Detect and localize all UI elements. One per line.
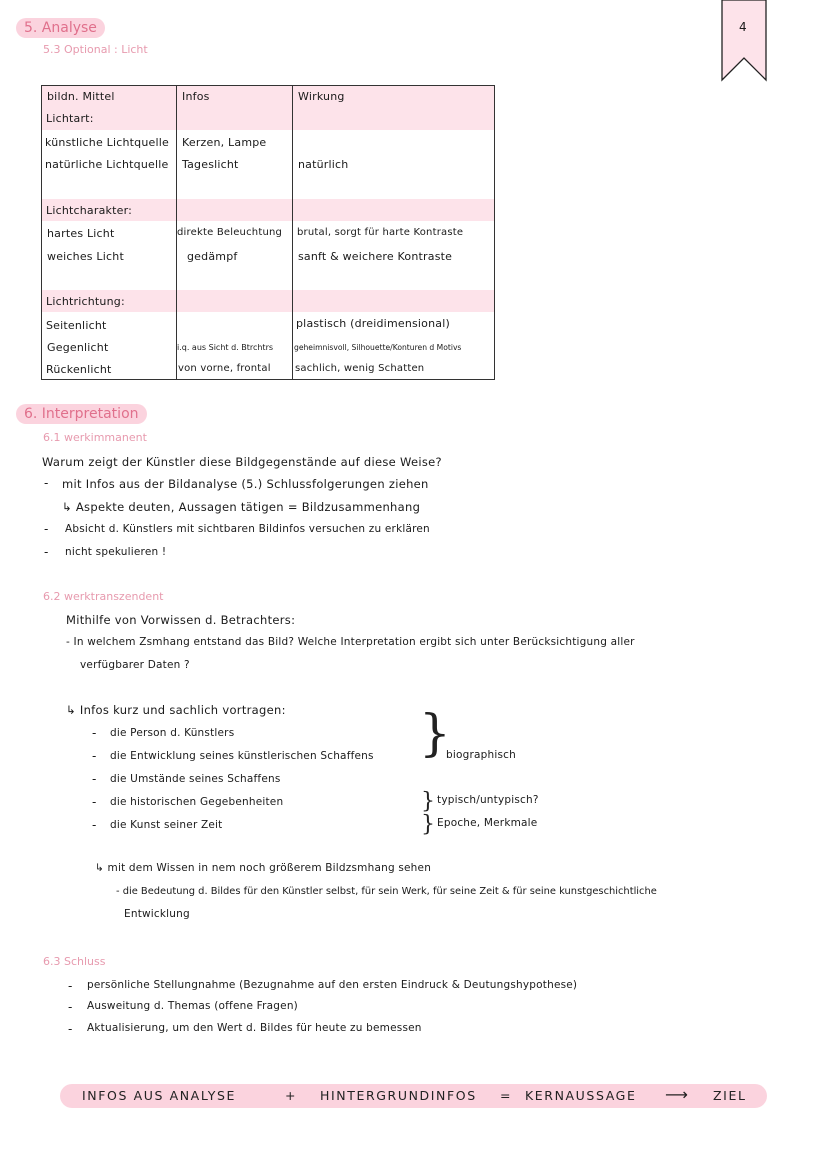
- note-typisch: typisch/untypisch?: [437, 794, 539, 806]
- intro-text: Mithilfe von Vorwissen d. Betrachters:: [66, 613, 296, 627]
- list-item-arrow: ↳ mit dem Wissen in nem noch größerem Bildzsmhang sehen: [95, 862, 432, 874]
- question-line: - In welchem Zsmhang entstand das Bild? Welche Interpretation ergibt sich unter Berücksichtigung aller: [66, 636, 635, 648]
- note-epoche: Epoche, Merkmale: [437, 817, 538, 829]
- group-band-lichtart: [42, 108, 494, 130]
- meaning-line: - die Bedeutung d. Bildes für den Künstler selbst, für sein Werk, für seine Zeit & für seine kunstgeschichtliche: [116, 886, 657, 897]
- list-item: Ausweitung d. Themas (offene Fragen): [87, 1000, 298, 1012]
- list-item: die Person d. Künstlers: [110, 727, 235, 739]
- light-table: [41, 85, 495, 380]
- section-5-3-subtitle: 5.3 Optional : Licht: [43, 43, 148, 56]
- list-item: mit Infos aus der Bildanalyse (5.) Schlussfolgerungen ziehen: [62, 477, 429, 491]
- table-cell: i.q. aus Sicht d. Btrchtrs: [177, 343, 274, 352]
- table-cell: Rückenlicht: [46, 363, 112, 376]
- list-item-arrow: ↳ Aspekte deuten, Aussagen tätigen = Bildzusammenhang: [62, 500, 421, 514]
- section-6-1-subtitle: 6.1 werkimmanent: [43, 431, 147, 444]
- table-cell: hartes Licht: [47, 227, 115, 240]
- brace-typisch: }: [421, 789, 435, 814]
- formula-part-kernaussage: KERNAUSSAGE: [525, 1088, 637, 1103]
- table-cell: plastisch (dreidimensional): [296, 317, 450, 330]
- table-cell: geheimnisvoll, Silhouette/Konturen d Motivs: [294, 343, 462, 352]
- group-title: Lichtcharakter:: [46, 204, 133, 217]
- table-cell: sachlich, wenig Schatten: [295, 363, 425, 374]
- list-item: persönliche Stellungnahme (Bezugnahme auf den ersten Eindruck & Deutungshypothese): [87, 979, 578, 991]
- list-item: Aktualisierung, um den Wert d. Bildes für heute zu bemessen: [87, 1022, 422, 1034]
- brace-epoche: }: [421, 812, 435, 837]
- table-cell: gedämpf: [187, 250, 238, 263]
- question-line: verfügbarer Daten ?: [80, 659, 190, 671]
- list-item: die Kunst seiner Zeit: [110, 819, 223, 831]
- formula-part-hintergrund: HINTERGRUNDINFOS: [320, 1088, 477, 1103]
- table-cell: sanft & weichere Kontraste: [298, 250, 453, 263]
- section-6-2-subtitle: 6.2 werktranszendent: [43, 590, 164, 603]
- header-bildn-mittel: bildn. Mittel: [47, 90, 115, 103]
- list-item: die Entwicklung seines künstlerischen Schaffens: [110, 750, 374, 762]
- formula-arrow-icon: ⟶: [665, 1085, 688, 1104]
- table-cell: Seitenlicht: [46, 319, 107, 332]
- summary-formula-bar: [60, 1084, 767, 1108]
- group-title: Lichtart:: [46, 112, 94, 125]
- section-6-3-subtitle: 6.3 Schluss: [43, 955, 106, 968]
- page-bookmark: [721, 0, 767, 82]
- section-5-title: 5. Analyse: [16, 18, 105, 38]
- table-cell: brutal, sorgt für harte Kontraste: [297, 227, 464, 238]
- table-cell: natürliche Lichtquelle: [45, 158, 169, 171]
- header-wirkung: Wirkung: [298, 90, 345, 103]
- formula-equals: =: [500, 1088, 513, 1103]
- page-number: 4: [739, 20, 747, 34]
- list-item: die historischen Gegebenheiten: [110, 796, 284, 808]
- interpretation-question: Warum zeigt der Künstler diese Bildgegenstände auf diese Weise?: [42, 455, 442, 469]
- section-6-title: 6. Interpretation: [16, 404, 147, 424]
- formula-part-analyse: INFOS AUS ANALYSE: [82, 1088, 237, 1103]
- list-item-arrow: ↳ Infos kurz und sachlich vortragen:: [66, 703, 286, 717]
- header-infos: Infos: [182, 90, 210, 103]
- list-item: die Umstände seines Schaffens: [110, 773, 281, 785]
- table-cell: künstliche Lichtquelle: [45, 136, 169, 149]
- table-cell: natürlich: [298, 158, 349, 171]
- list-item: nicht spekulieren !: [65, 546, 167, 558]
- table-cell: Tageslicht: [182, 158, 239, 171]
- group-title: Lichtrichtung:: [46, 295, 125, 308]
- table-cell: direkte Beleuchtung: [177, 227, 283, 238]
- table-cell: weiches Licht: [47, 250, 124, 263]
- brace-biographisch: }: [419, 704, 451, 762]
- list-item: Absicht d. Künstlers mit sichtbaren Bildinfos versuchen zu erklären: [65, 523, 430, 535]
- table-cell: Gegenlicht: [47, 341, 109, 354]
- note-biographisch: biographisch: [446, 749, 516, 761]
- formula-plus: +: [285, 1088, 298, 1103]
- table-cell: von vorne, frontal: [178, 363, 271, 374]
- formula-part-ziel: ZIEL: [713, 1088, 747, 1103]
- table-cell: Kerzen, Lampe: [182, 136, 267, 149]
- meaning-line: Entwicklung: [124, 908, 190, 920]
